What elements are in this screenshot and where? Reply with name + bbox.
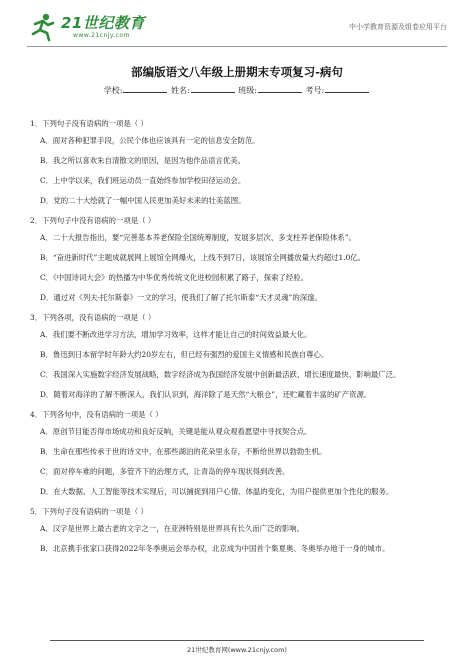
logo-url: www.21cnjy.com — [73, 32, 130, 39]
option-a[interactable]: A．二十大报告指出，要“完善基本养老保险全国统筹制度，发展多层次、多支柱养老保险体系”。 — [40, 233, 356, 242]
name-blank[interactable] — [191, 84, 235, 93]
option-a[interactable]: A．汉字是世界上最古老的文字之一，在亚洲特别是世界具有长久而广泛的影响。 — [40, 524, 305, 533]
option-a[interactable]: A．原创节目能否得市场成功和良好反响，关键是能从观众观看愿望中寻找契合点。 — [40, 427, 312, 436]
header-divider — [27, 46, 447, 47]
question-2 — [30, 215, 450, 303]
platform-name: 中小学教育资源及组卷应用平台 — [349, 23, 447, 31]
question-4 — [30, 409, 450, 497]
question-3 — [30, 312, 450, 400]
option-b[interactable]: B．我之所以喜欢朱自清散文的原因，是因为他作品语言优美。 — [40, 156, 245, 165]
page-footer[interactable]: 21世纪教育网(www.21cnjy.com) — [187, 646, 287, 654]
question-stem: 1．下列句子没有语病的一项是（ ） — [30, 119, 148, 128]
option-b[interactable]: B．北京携手张家口获得2022年冬季奥运会举办权，北京成为中国首个集夏奥、冬奥举办地于一身的城市。 — [40, 544, 390, 553]
logo-text: 21世纪教育 — [61, 14, 145, 32]
page-header — [0, 0, 474, 52]
exam-no-blank[interactable] — [325, 84, 369, 93]
option-a[interactable]: A．面对各种犯罪手段，公民个体也应该具有一定的信息安全防范。 — [40, 136, 260, 145]
option-c[interactable]: C．面对停车难的问题，多管齐下的治理方式，让青岛的停车现状得到改善。 — [40, 467, 290, 476]
school-label: 学校: — [103, 86, 123, 95]
question-5 — [30, 506, 450, 554]
option-c[interactable]: C．上中学以来，我们班运动员一直始终参加学校田径运动会。 — [40, 176, 246, 185]
option-d[interactable]: D．通过对《列夫·托尔斯泰》一文的学习，使我们了解了托尔斯泰“天才灵魂”的深邃。 — [40, 293, 322, 302]
exam-no-label: 考号: — [305, 86, 325, 95]
question-1 — [30, 118, 450, 206]
site-logo[interactable] — [27, 10, 167, 46]
page-title: 部编版语文八年级上册期末专项复习-病句 — [131, 65, 343, 79]
option-c[interactable]: C．《中国诗词大会》的热播为中华优秀传统文化进校园积累了路子，探索了经验。 — [40, 273, 309, 282]
school-blank[interactable] — [123, 84, 167, 93]
question-stem: 2．下列句子中没有语病的一项是（ ） — [30, 216, 156, 225]
question-stem: 5．下列句子没有语病的一项是（ ） — [30, 507, 148, 516]
option-a[interactable]: A．我们要不断改进学习方法，增加学习效率，这样才能让自己的时间效益最大化。 — [40, 330, 312, 339]
option-d[interactable]: D．在大数据、人工智能等技术实现后，可以捕捉到用户心情、体温的变化，为用户提供更加个性化的服务。 — [40, 487, 394, 496]
question-stem: 4．下列各句中，没有语病的一项是（ ） — [30, 410, 163, 419]
class-label: 班级: — [238, 86, 257, 95]
option-c[interactable]: C．我国深入实施数字经济发展战略，数字经济成为我国经济发展中创新最活跃、增长速度最快、影响最广泛。 — [40, 370, 401, 379]
option-b[interactable]: B．鲁迅到日本留学时年龄大约20岁左右，但已经有强烈的爱国主义情感和民族自尊心。 — [40, 350, 329, 359]
name-label: 姓名: — [171, 86, 190, 95]
footer-divider — [50, 640, 424, 641]
option-d[interactable]: D．党的二十大绘就了一幅中国人民更加美好未来的壮美蓝图。 — [40, 196, 246, 205]
runner-logo-icon — [27, 12, 57, 42]
class-blank[interactable] — [258, 84, 302, 93]
option-b[interactable]: B．生命在那些传承于世的诗文中，在那些湖泊的花朵里永存，不断给世界以勃勃生机。 — [40, 447, 327, 456]
option-b[interactable]: B．“奋进新时代”主题成就展网上展馆全网爆火，上线不到7日，该展馆全网播放量大约超过1.0亿。 — [40, 253, 366, 262]
question-list — [30, 118, 450, 563]
option-d[interactable]: D．随着对海洋的了解不断深入，我们认识到，海洋除了是天然“大粮仓”，还贮藏着丰富的矿产资源。 — [40, 390, 372, 399]
student-info-line — [0, 84, 474, 96]
question-stem: 3．下列各项，没有语病的一项是（ ） — [30, 313, 156, 322]
